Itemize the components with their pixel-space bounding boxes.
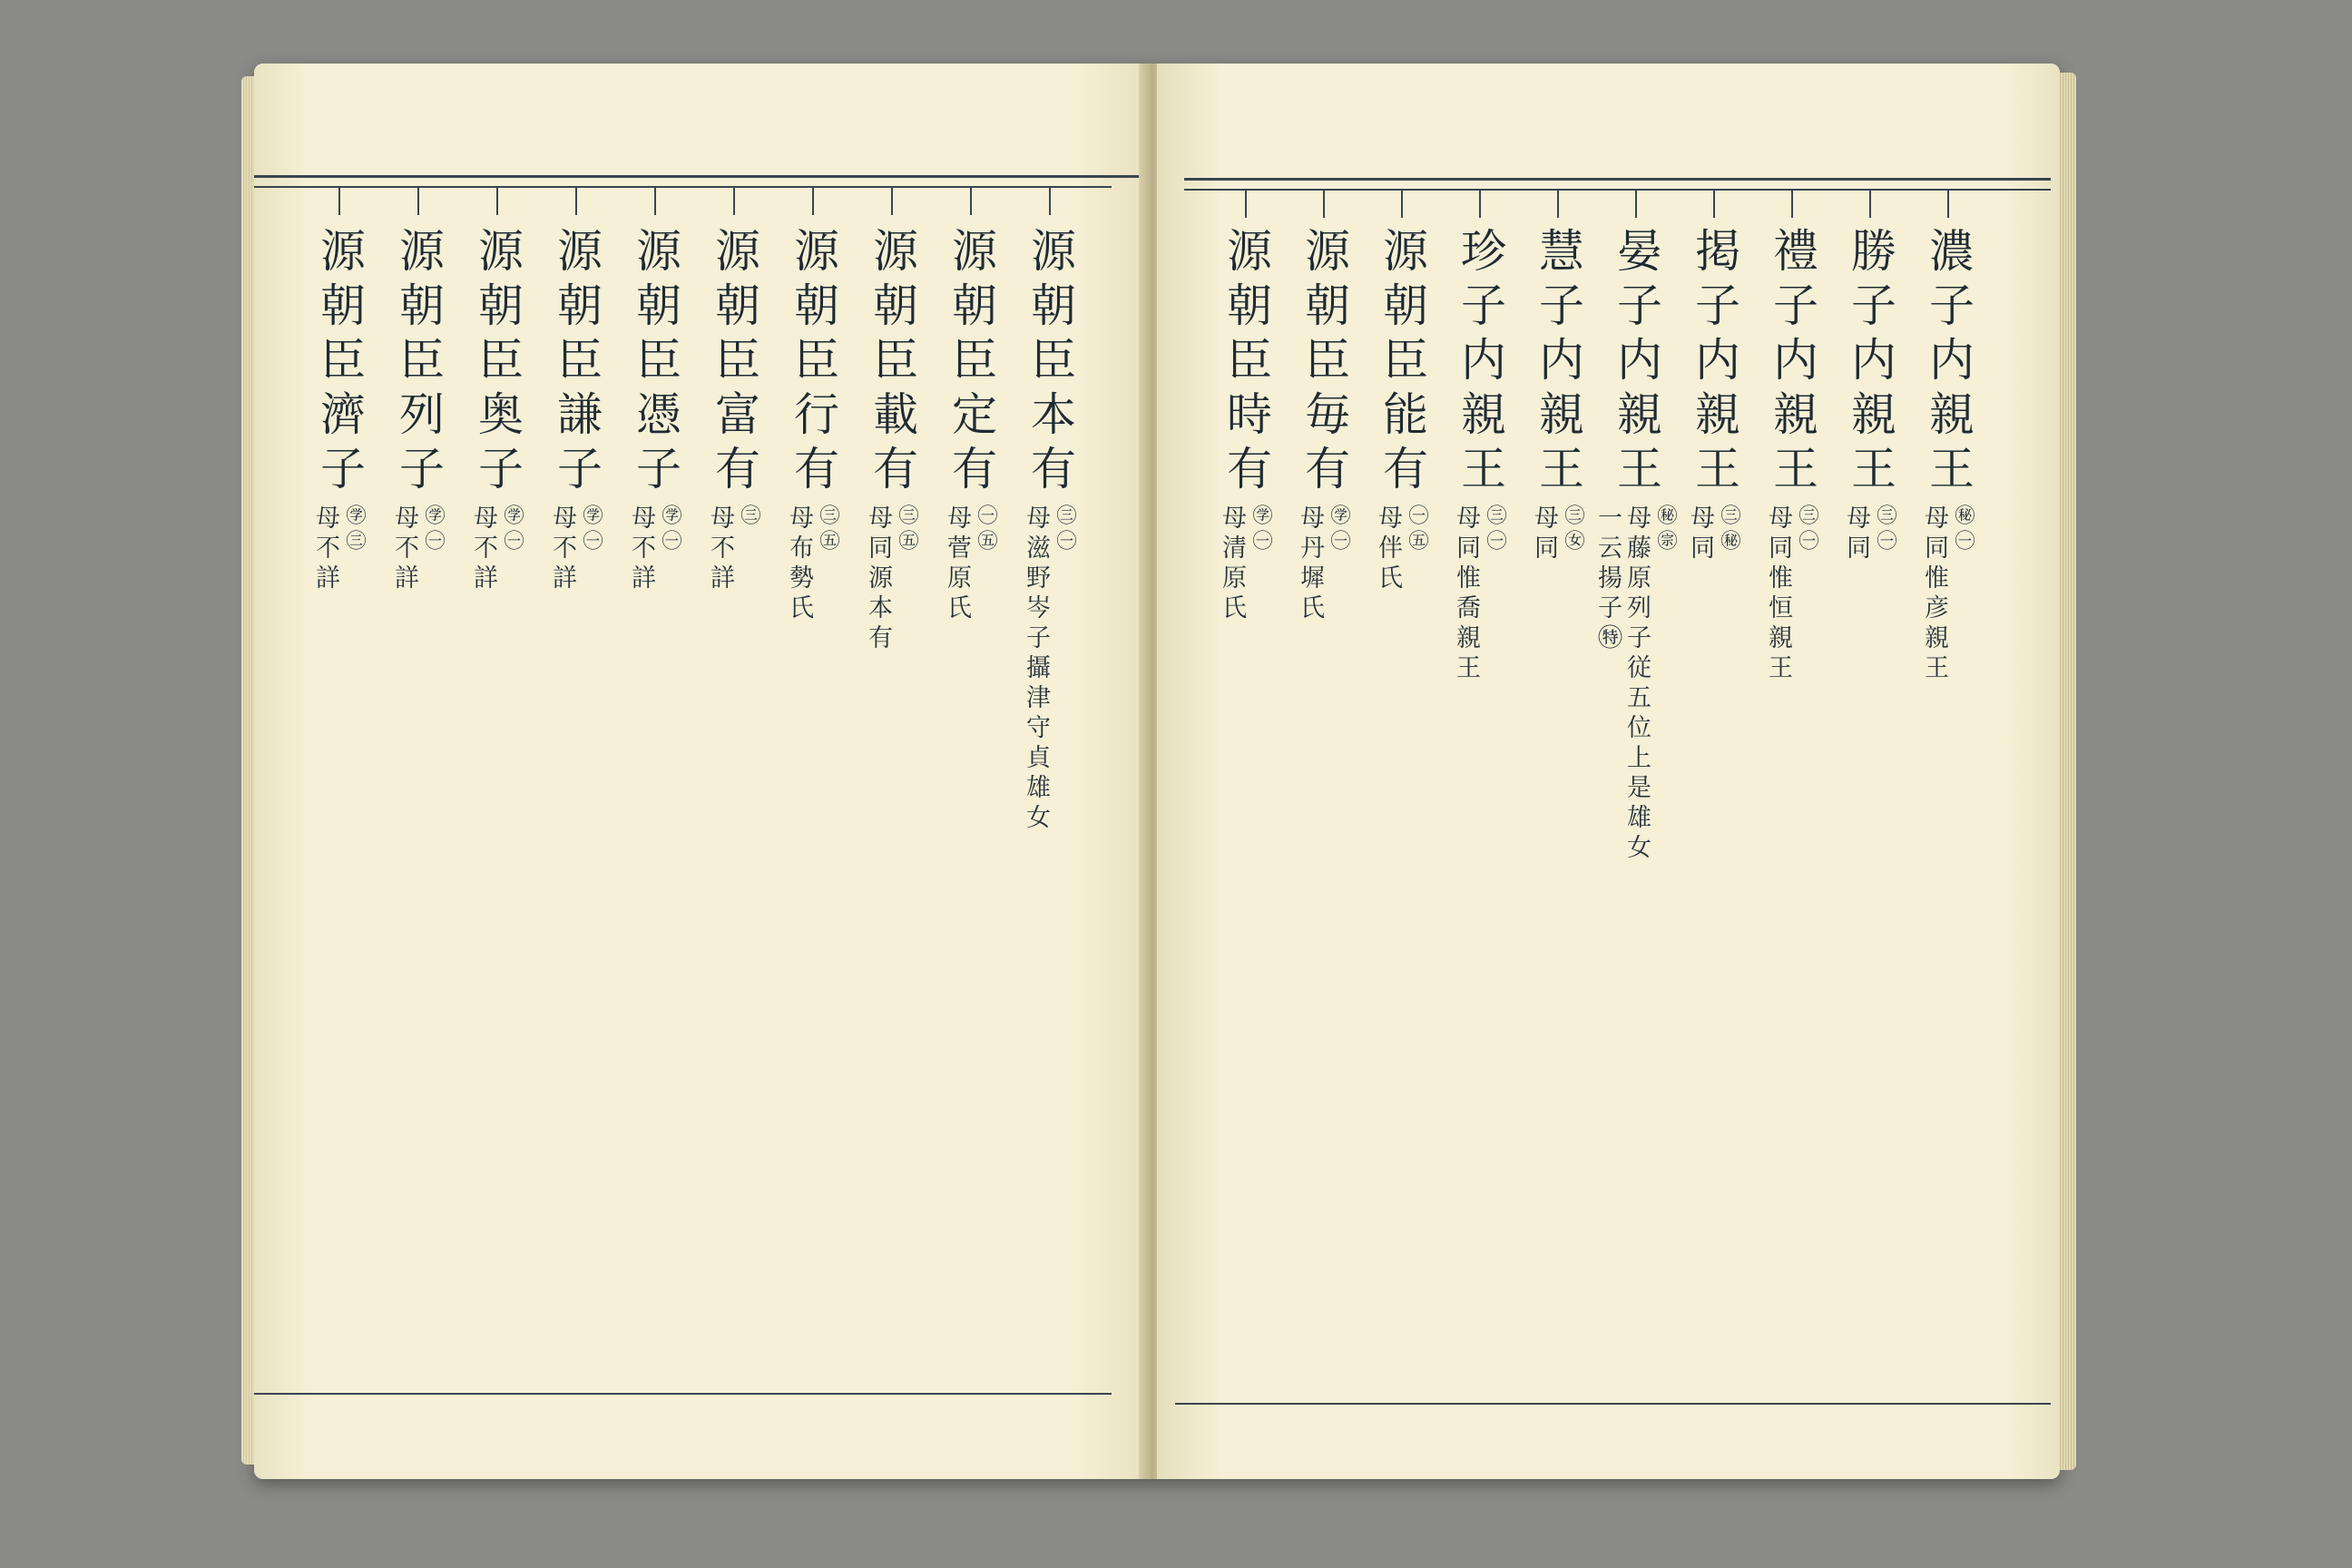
entry-notes xyxy=(1593,505,1679,864)
genealogy-entry xyxy=(1763,227,1821,684)
column-tick xyxy=(1049,188,1051,215)
mother-note: 母不詳 xyxy=(706,505,734,594)
column-tick xyxy=(733,188,735,215)
genealogy-entry xyxy=(1451,227,1509,684)
rank-marks: ㊫㊀ xyxy=(659,505,681,555)
entry-name: 源朝臣奥子 xyxy=(471,227,524,499)
bottom-rule xyxy=(254,1393,1112,1395)
entry-notes xyxy=(943,505,999,624)
genealogy-entry xyxy=(1373,227,1431,594)
mother-note: 母同 xyxy=(1842,505,1870,564)
mother-note: 母藤原列子従五位上是雄女 xyxy=(1622,505,1651,864)
entry-notes xyxy=(1686,505,1742,564)
genealogy-entry xyxy=(863,227,921,654)
column-tick xyxy=(1401,191,1403,218)
mother-note: 母不詳 xyxy=(469,505,497,594)
mother-note: 母同惟喬親王 xyxy=(1452,505,1480,684)
genealogy-entry xyxy=(547,227,605,594)
left-page xyxy=(254,64,1148,1479)
top-rule-inner xyxy=(254,186,1112,188)
rank-marks: ㊫㊀ xyxy=(580,505,603,555)
genealogy-entry xyxy=(1685,227,1743,564)
genealogy-entry xyxy=(942,227,1000,624)
entry-notes xyxy=(864,505,920,654)
entry-name: 源朝臣載有 xyxy=(866,227,918,499)
rank-marks: ㊫㊀ xyxy=(501,505,524,555)
mother-note: 母同惟彦親王 xyxy=(1920,505,1948,684)
genealogy-entry xyxy=(389,227,447,594)
rank-marks: ㊂㊙ xyxy=(1718,505,1740,555)
rank-marks: ㊂㊀ xyxy=(1054,505,1076,555)
mother-note: 母布勢氏 xyxy=(785,505,813,624)
mother-note: 母同惟恒親王 xyxy=(1764,505,1792,684)
genealogy-entry xyxy=(468,227,526,594)
entry-notes xyxy=(706,505,762,594)
entry-name: 掲子内親王 xyxy=(1688,227,1740,499)
mother-note: 母丹墀氏 xyxy=(1296,505,1324,624)
rank-marks: ㊙㊪ xyxy=(1654,505,1677,555)
column-tick xyxy=(654,188,656,215)
column-tick xyxy=(496,188,498,215)
column-tick xyxy=(1323,191,1325,218)
rank-marks: ㊂㊄ xyxy=(896,505,918,555)
entry-name: 源朝臣濟子 xyxy=(313,227,366,499)
column-tick xyxy=(1245,191,1247,218)
mother-note: 母不詳 xyxy=(548,505,576,594)
bottom-rule xyxy=(1175,1403,2051,1405)
entry-name: 慧子内親王 xyxy=(1532,227,1584,499)
genealogy-entry xyxy=(626,227,684,594)
entry-name: 珍子内親王 xyxy=(1454,227,1506,499)
entry-notes xyxy=(1530,505,1586,564)
entry-name: 源朝臣能有 xyxy=(1376,227,1428,499)
entry-notes xyxy=(548,505,604,594)
top-rule xyxy=(1184,178,2051,181)
rank-marks: ㊂㊛ xyxy=(1562,505,1584,555)
rank-marks: ㊂㊄ xyxy=(817,505,839,555)
entry-name: 源朝臣定有 xyxy=(945,227,997,499)
entry-name: 源朝臣富有 xyxy=(708,227,760,499)
column-tick xyxy=(1479,191,1481,218)
mother-note: 母不詳 xyxy=(627,505,655,594)
column-tick xyxy=(1557,191,1559,218)
rank-marks: ㊂㊀ xyxy=(1796,505,1818,555)
open-book xyxy=(254,64,2060,1479)
page-edges-right xyxy=(2058,73,2076,1470)
entry-notes xyxy=(390,505,446,594)
column-tick xyxy=(1947,191,1949,218)
column-tick xyxy=(970,188,972,215)
column-tick xyxy=(575,188,577,215)
entry-name: 禮子内親王 xyxy=(1766,227,1818,499)
mother-note: 母同源本有 xyxy=(864,505,892,654)
column-tick xyxy=(812,188,814,215)
mother-note: 一云揚子㊕ xyxy=(1593,505,1622,654)
entry-notes xyxy=(311,505,368,594)
entry-name: 晏子内親王 xyxy=(1610,227,1662,499)
genealogy-entry xyxy=(1295,227,1353,624)
entry-name: 源朝臣憑子 xyxy=(629,227,681,499)
entry-notes xyxy=(1452,505,1508,684)
entry-name: 濃子内親王 xyxy=(1922,227,1975,499)
entry-notes xyxy=(785,505,841,624)
mother-note: 母菅原氏 xyxy=(943,505,971,624)
rank-marks: ㊀㊄ xyxy=(1406,505,1428,555)
entry-notes xyxy=(1022,505,1078,834)
entry-name: 源朝臣毎有 xyxy=(1298,227,1350,499)
genealogy-entry xyxy=(310,227,368,594)
genealogy-entry xyxy=(1021,227,1079,834)
genealogy-entry xyxy=(784,227,842,624)
genealogy-entry xyxy=(1841,227,1899,564)
rank-marks: ㊫㊀ xyxy=(1328,505,1350,555)
rank-marks: ㊫㊀ xyxy=(1250,505,1272,555)
rank-marks: ㊂㊀ xyxy=(1484,505,1506,555)
rank-marks: ㊂ xyxy=(738,505,760,530)
entry-notes xyxy=(1374,505,1430,594)
entry-name: 源朝臣列子 xyxy=(392,227,445,499)
rank-marks: ㊫㊂ xyxy=(343,505,366,555)
mother-note: 母滋野岑子攝津守貞雄女 xyxy=(1022,505,1050,834)
mother-note: 母同 xyxy=(1686,505,1714,564)
mother-note: 母不詳 xyxy=(311,505,339,594)
top-rule xyxy=(254,175,1143,178)
rank-marks: ㊫㊀ xyxy=(422,505,445,555)
rank-marks: ㊀㊄ xyxy=(975,505,997,555)
entry-notes xyxy=(1920,505,1976,684)
top-rule-inner xyxy=(1184,189,2051,191)
mother-note: 母伴氏 xyxy=(1374,505,1402,594)
entry-notes xyxy=(1218,505,1274,624)
genealogy-entry xyxy=(1919,227,1977,684)
right-page xyxy=(1157,64,2060,1479)
entry-name: 源朝臣謙子 xyxy=(550,227,603,499)
genealogy-entry xyxy=(1529,227,1587,564)
entry-name: 勝子内親王 xyxy=(1844,227,1896,499)
column-tick xyxy=(338,188,340,215)
entry-name: 源朝臣時有 xyxy=(1220,227,1272,499)
genealogy-entry xyxy=(1593,227,1677,864)
entry-notes xyxy=(1842,505,1898,564)
entry-notes xyxy=(469,505,525,594)
mother-note: 母不詳 xyxy=(390,505,418,594)
entry-notes xyxy=(627,505,683,594)
entry-name: 源朝臣本有 xyxy=(1024,227,1076,499)
entry-notes xyxy=(1296,505,1352,624)
column-tick xyxy=(1713,191,1715,218)
column-tick xyxy=(1635,191,1637,218)
mother-note: 母同 xyxy=(1530,505,1558,564)
entry-notes xyxy=(1764,505,1820,684)
mother-note: 母清原氏 xyxy=(1218,505,1246,624)
rank-marks: ㊙㊀ xyxy=(1952,505,1975,555)
entry-name: 源朝臣行有 xyxy=(787,227,839,499)
column-tick xyxy=(891,188,893,215)
genealogy-entry xyxy=(705,227,763,594)
column-tick xyxy=(1869,191,1871,218)
column-tick xyxy=(1791,191,1793,218)
column-tick xyxy=(417,188,419,215)
genealogy-entry xyxy=(1217,227,1275,624)
rank-marks: ㊂㊀ xyxy=(1874,505,1896,555)
